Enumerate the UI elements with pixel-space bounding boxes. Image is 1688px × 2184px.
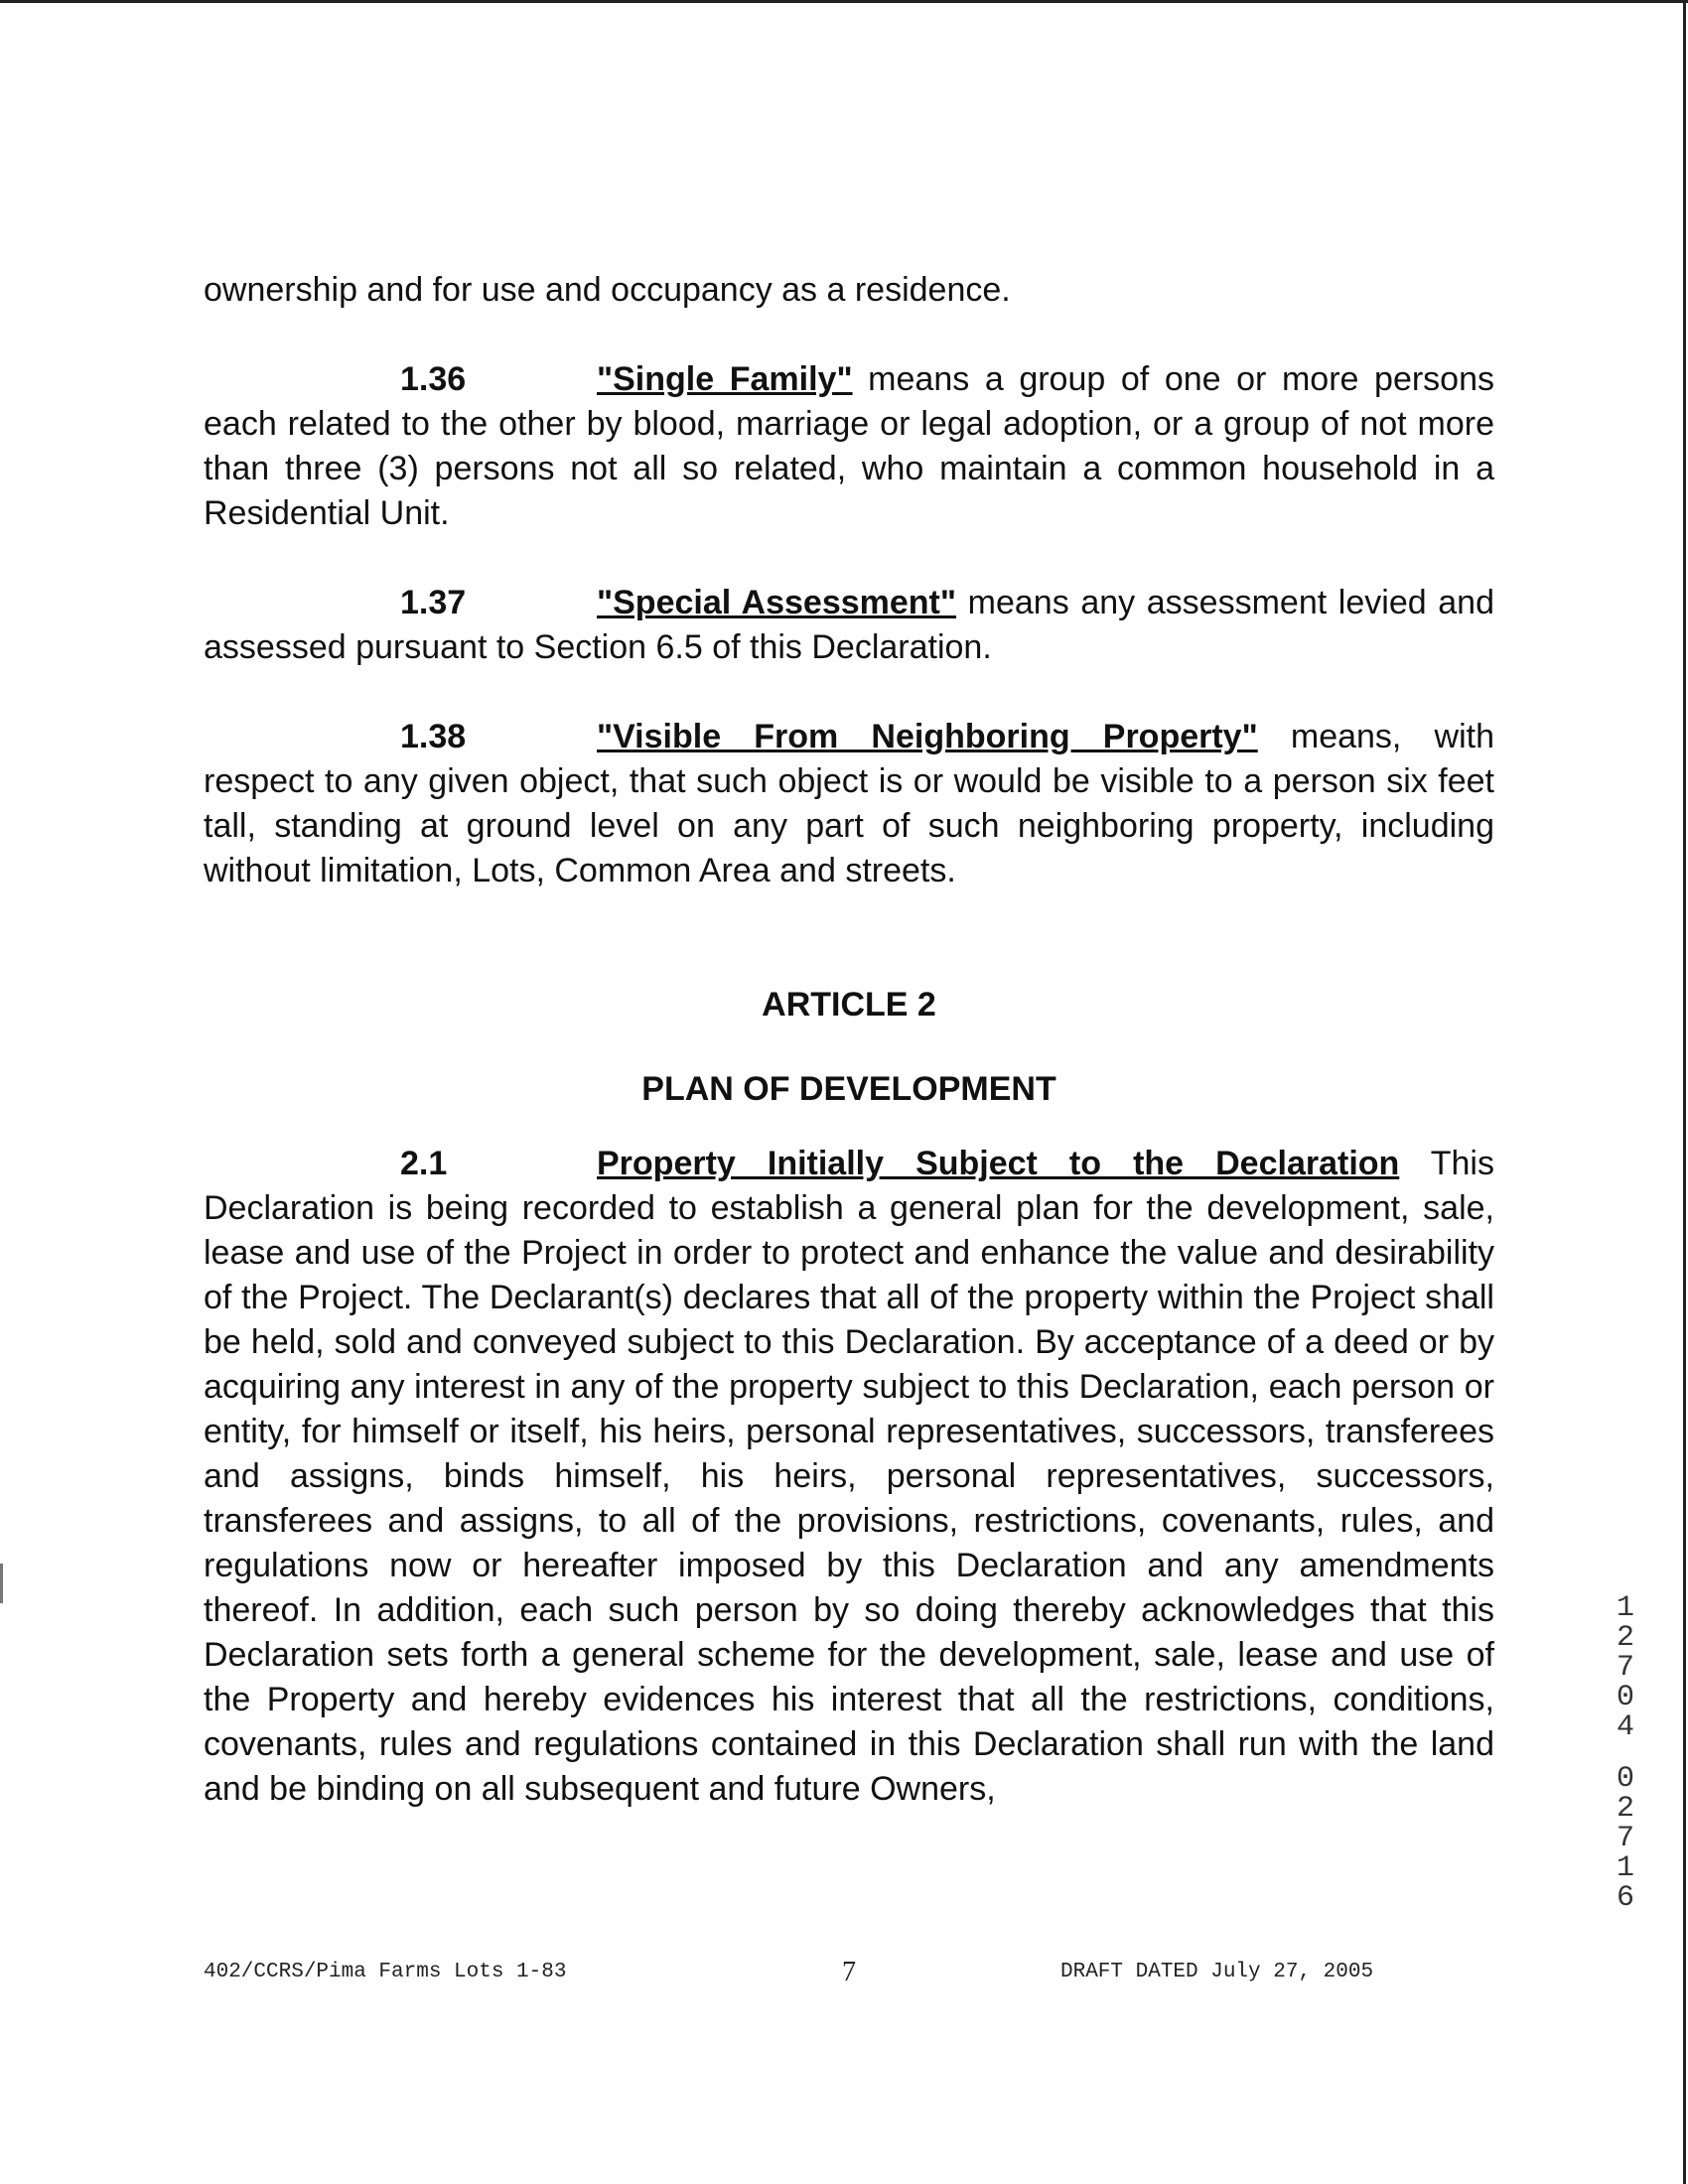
section-1-37 [204, 581, 1494, 670]
article-heading: ARTICLE 2 [762, 986, 936, 1024]
scan-mark [0, 1564, 3, 1603]
section-text: means a group of one or more persons each related to the other by blood, marriage or legal adoption, or a group of not more than three (3) persons not all so related, who maintain a common household in a Residential Unit. [204, 360, 1494, 532]
draft-date: DRAFT DATED July 27, 2005 [1060, 1961, 1374, 1983]
section-text: This Declaration is being recorded to establish a general plan for the development, sale, lease and use of the Project in order to protect and enhance the value and desirability of the Project. The Declarant(s) declares that all of the property within the Project shall be held, sold and conveyed subject to this Declaration. By acceptance of a deed or by acquiring any interest in any of the property subject to this Declaration, each person or entity, for himself or itself, his heirs, personal representatives, successors, transferees and assigns, binds himself, his heirs, personal representatives, successors, transferees and assigns, to all of the provisions, restrictions, covenants, rules, and regulations now or hereafter imposed by this Declaration and any amendments thereof. In addition, each such person by so doing thereby acknowledges that this Declaration sets forth a general scheme for the development, sale, lease and use of the Property and hereby evidences his interest that all the restrictions, conditions, covenants, rules and regulations contained in this Declaration shall run with the land and be binding on all subsequent and future Owners, [204, 1145, 1494, 1808]
page-body [204, 268, 1494, 1812]
section-text: means any assessment levied and assessed pursuant to Section 6.5 of this Declaration. [204, 584, 1494, 666]
document-id: 402/CCRS/Pima Farms Lots 1-83 [204, 1961, 567, 1983]
defined-term: "Single Family" [597, 360, 853, 398]
section-number: 1.36 [400, 360, 467, 398]
defined-term: "Visible From Neighboring Property" [597, 718, 1258, 755]
continuation-text: ownership and for use and occupancy as a residence. [204, 271, 1011, 309]
section-number: 1.38 [400, 718, 467, 755]
recording-book: 12704 [1616, 1591, 1634, 1744]
right-border [1683, 0, 1686, 2184]
recording-page: 02716 [1616, 1762, 1634, 1915]
section-1-36 [204, 357, 1494, 536]
section-number: 2.1 [400, 1145, 448, 1182]
article-title: PLAN OF DEVELOPMENT [641, 1070, 1056, 1108]
page-number: 7 [842, 1957, 856, 1987]
section-2-1 [204, 1142, 1494, 1812]
section-text: means, with respect to any given object, that such object is or would be visible to a person six feet tall, standing at ground level on any part of such neighboring property, including without limitation, Lots, Common Area and streets. [204, 718, 1494, 889]
section-1-38 [204, 715, 1494, 893]
section-title: Property Initially Subject to the Declaration [597, 1145, 1400, 1182]
section-number: 1.37 [400, 584, 467, 621]
recording-stamp [1611, 1593, 1640, 1913]
defined-term: "Special Assessment" [597, 584, 957, 621]
top-border [0, 0, 1688, 3]
